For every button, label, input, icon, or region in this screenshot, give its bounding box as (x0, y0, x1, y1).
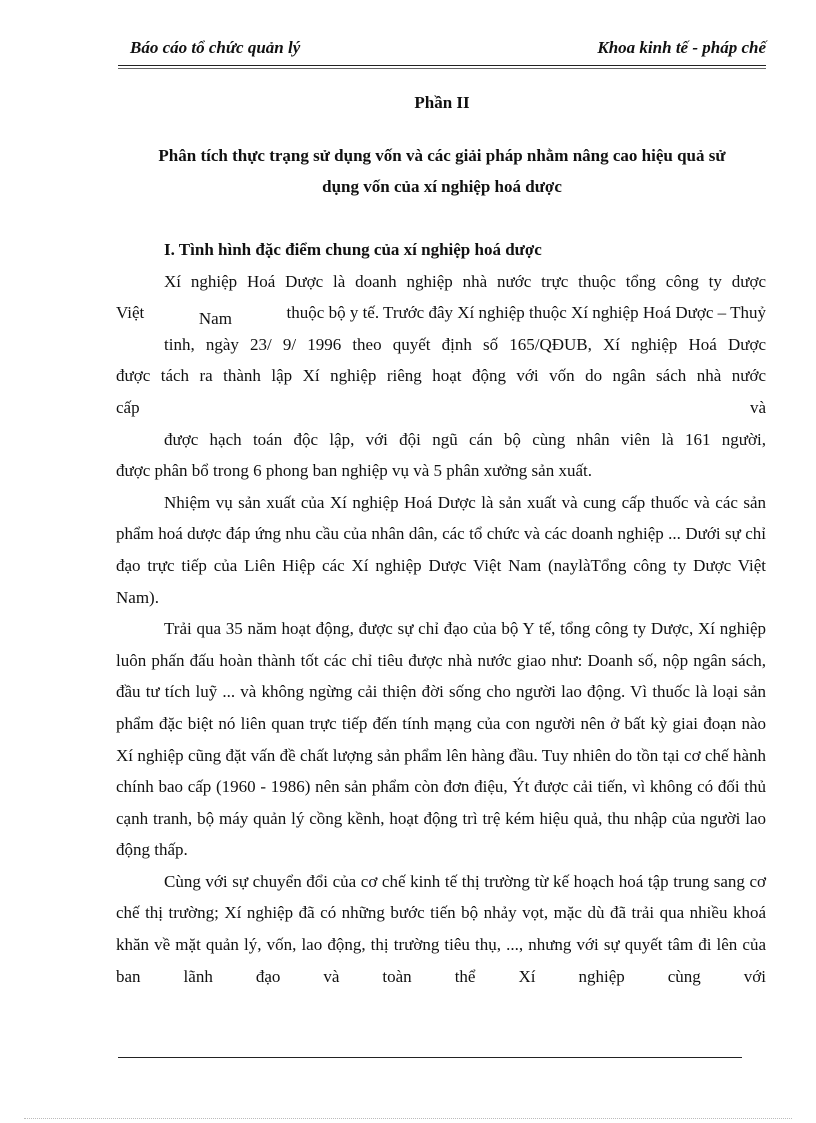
paragraph-2: Nhiệm vụ sản xuất của Xí nghiệp Hoá Dược là sản xuất và cung cấp thuốc và các sản phẩm hoá dược đáp ứng nhu cầu của nhân dân, các tổ chức và các doanh nghiệp ... Dưới sự chỉ đạo trực tiếp của Liên Hiệp các Xí nghiệp Dược Việt Nam (naylàTổng công ty Dược Việt Nam). (116, 492, 766, 607)
para1-word-nam: Nam (198, 309, 232, 329)
header-divider (118, 65, 766, 66)
para1-word-va: và (749, 397, 766, 417)
paragraph-1-line-4: được tách ra thành lập Xí nghiệp riêng hoạt động với vốn do ngân sách nhà nước (116, 366, 766, 386)
document-title-line-1: Phân tích thực trạng sử dụng vốn và các giải pháp nhằm nâng cao hiệu quả sử (158, 146, 726, 165)
paragraph-1-line-2 (116, 297, 766, 329)
paragraph-1 (116, 266, 766, 487)
paragraph-1-line-5 (116, 392, 766, 424)
header-right-title: Khoa kinh tế - pháp chế (597, 38, 766, 57)
paragraph-1-line-6: được hạch toán độc lập, với đội ngũ cán bộ cùng nhân viên là 161 người, (164, 429, 766, 449)
para1-word-viet: Việt (116, 303, 145, 323)
header-left-title: Báo cáo tổ chức quản lý (130, 38, 301, 57)
footer-divider (118, 1057, 742, 1058)
section-heading: I. Tình hình đặc điểm chung của xí nghiệp hoá dược (164, 240, 542, 259)
document-title-line-2: dụng vốn của xí nghiệp hoá dược (322, 177, 562, 196)
para1-line-2-rest: thuộc bộ y tế. Trước đây Xí nghiệp thuộc Xí nghiệp Hoá Dược – Thuỷ (286, 303, 766, 323)
page-bottom-edge (24, 1118, 792, 1119)
paragraph-3: Trải qua 35 năm hoạt động, được sự chỉ đạo của bộ Y tế, tổng công ty Dược, Xí nghiệp luôn phấn đấu hoàn thành tốt các chỉ tiêu được nhà nước giao như: Doanh số, nộp ngân sách, đầu tư tích luỹ ... và không ngừng cải thiện đời sống cho người lao động. Vì thuốc là loại sản phẩm đặc biệt nó liên quan trực tiếp đến tính mạng của con người nên ở bất kỳ giai đoạn nào Xí nghiệp cũng đặt vấn đề chất lượng sản phẩm lên hàng đầu. Tuy nhiên do tồn tại cơ chế hành chính bao cấp (1960 - 1986) nên sản phẩm còn đơn điệu, Ýt được cải tiến, vì không có đối thủ cạnh tranh, bộ máy quản lý cồng kềnh, hoạt động trì trệ kém hiệu quả, thu nhập của người lao động thấp. (116, 619, 766, 860)
header-divider-secondary (118, 68, 766, 69)
paragraph-4: Cùng với sự chuyển đổi của cơ chế kinh tế thị trường từ kế hoạch hoá tập trung sang cơ chế thị trường; Xí nghiệp đã có những bước tiến bộ nhảy vọt, mặc dù đã trải qua nhiều khoá khăn về mặt quản lý, vốn, lao động, thị trường tiêu thụ, ..., nhưng với sự quyết tâm đi lên của ban lãnh đạo và toàn thể Xí nghiệp cùng với (116, 871, 766, 986)
paragraph-1-line-3: tinh, ngày 23/ 9/ 1996 theo quyết định số 165/QĐUB, Xí nghiệp Hoá Dược (164, 334, 766, 354)
document-body (116, 234, 766, 992)
paragraph-1-line-1: Xí nghiệp Hoá Dược là doanh nghiệp nhà nước trực thuộc tổng công ty dược (164, 271, 766, 291)
para1-word-cap: cấp (116, 397, 140, 417)
document-title (110, 140, 774, 202)
paragraph-1-line-7: được phân bổ trong 6 phong ban nghiệp vụ và 5 phân xưởng sản xuất. (116, 461, 592, 481)
page-header (118, 38, 766, 62)
part-title: Phần II (414, 93, 470, 112)
